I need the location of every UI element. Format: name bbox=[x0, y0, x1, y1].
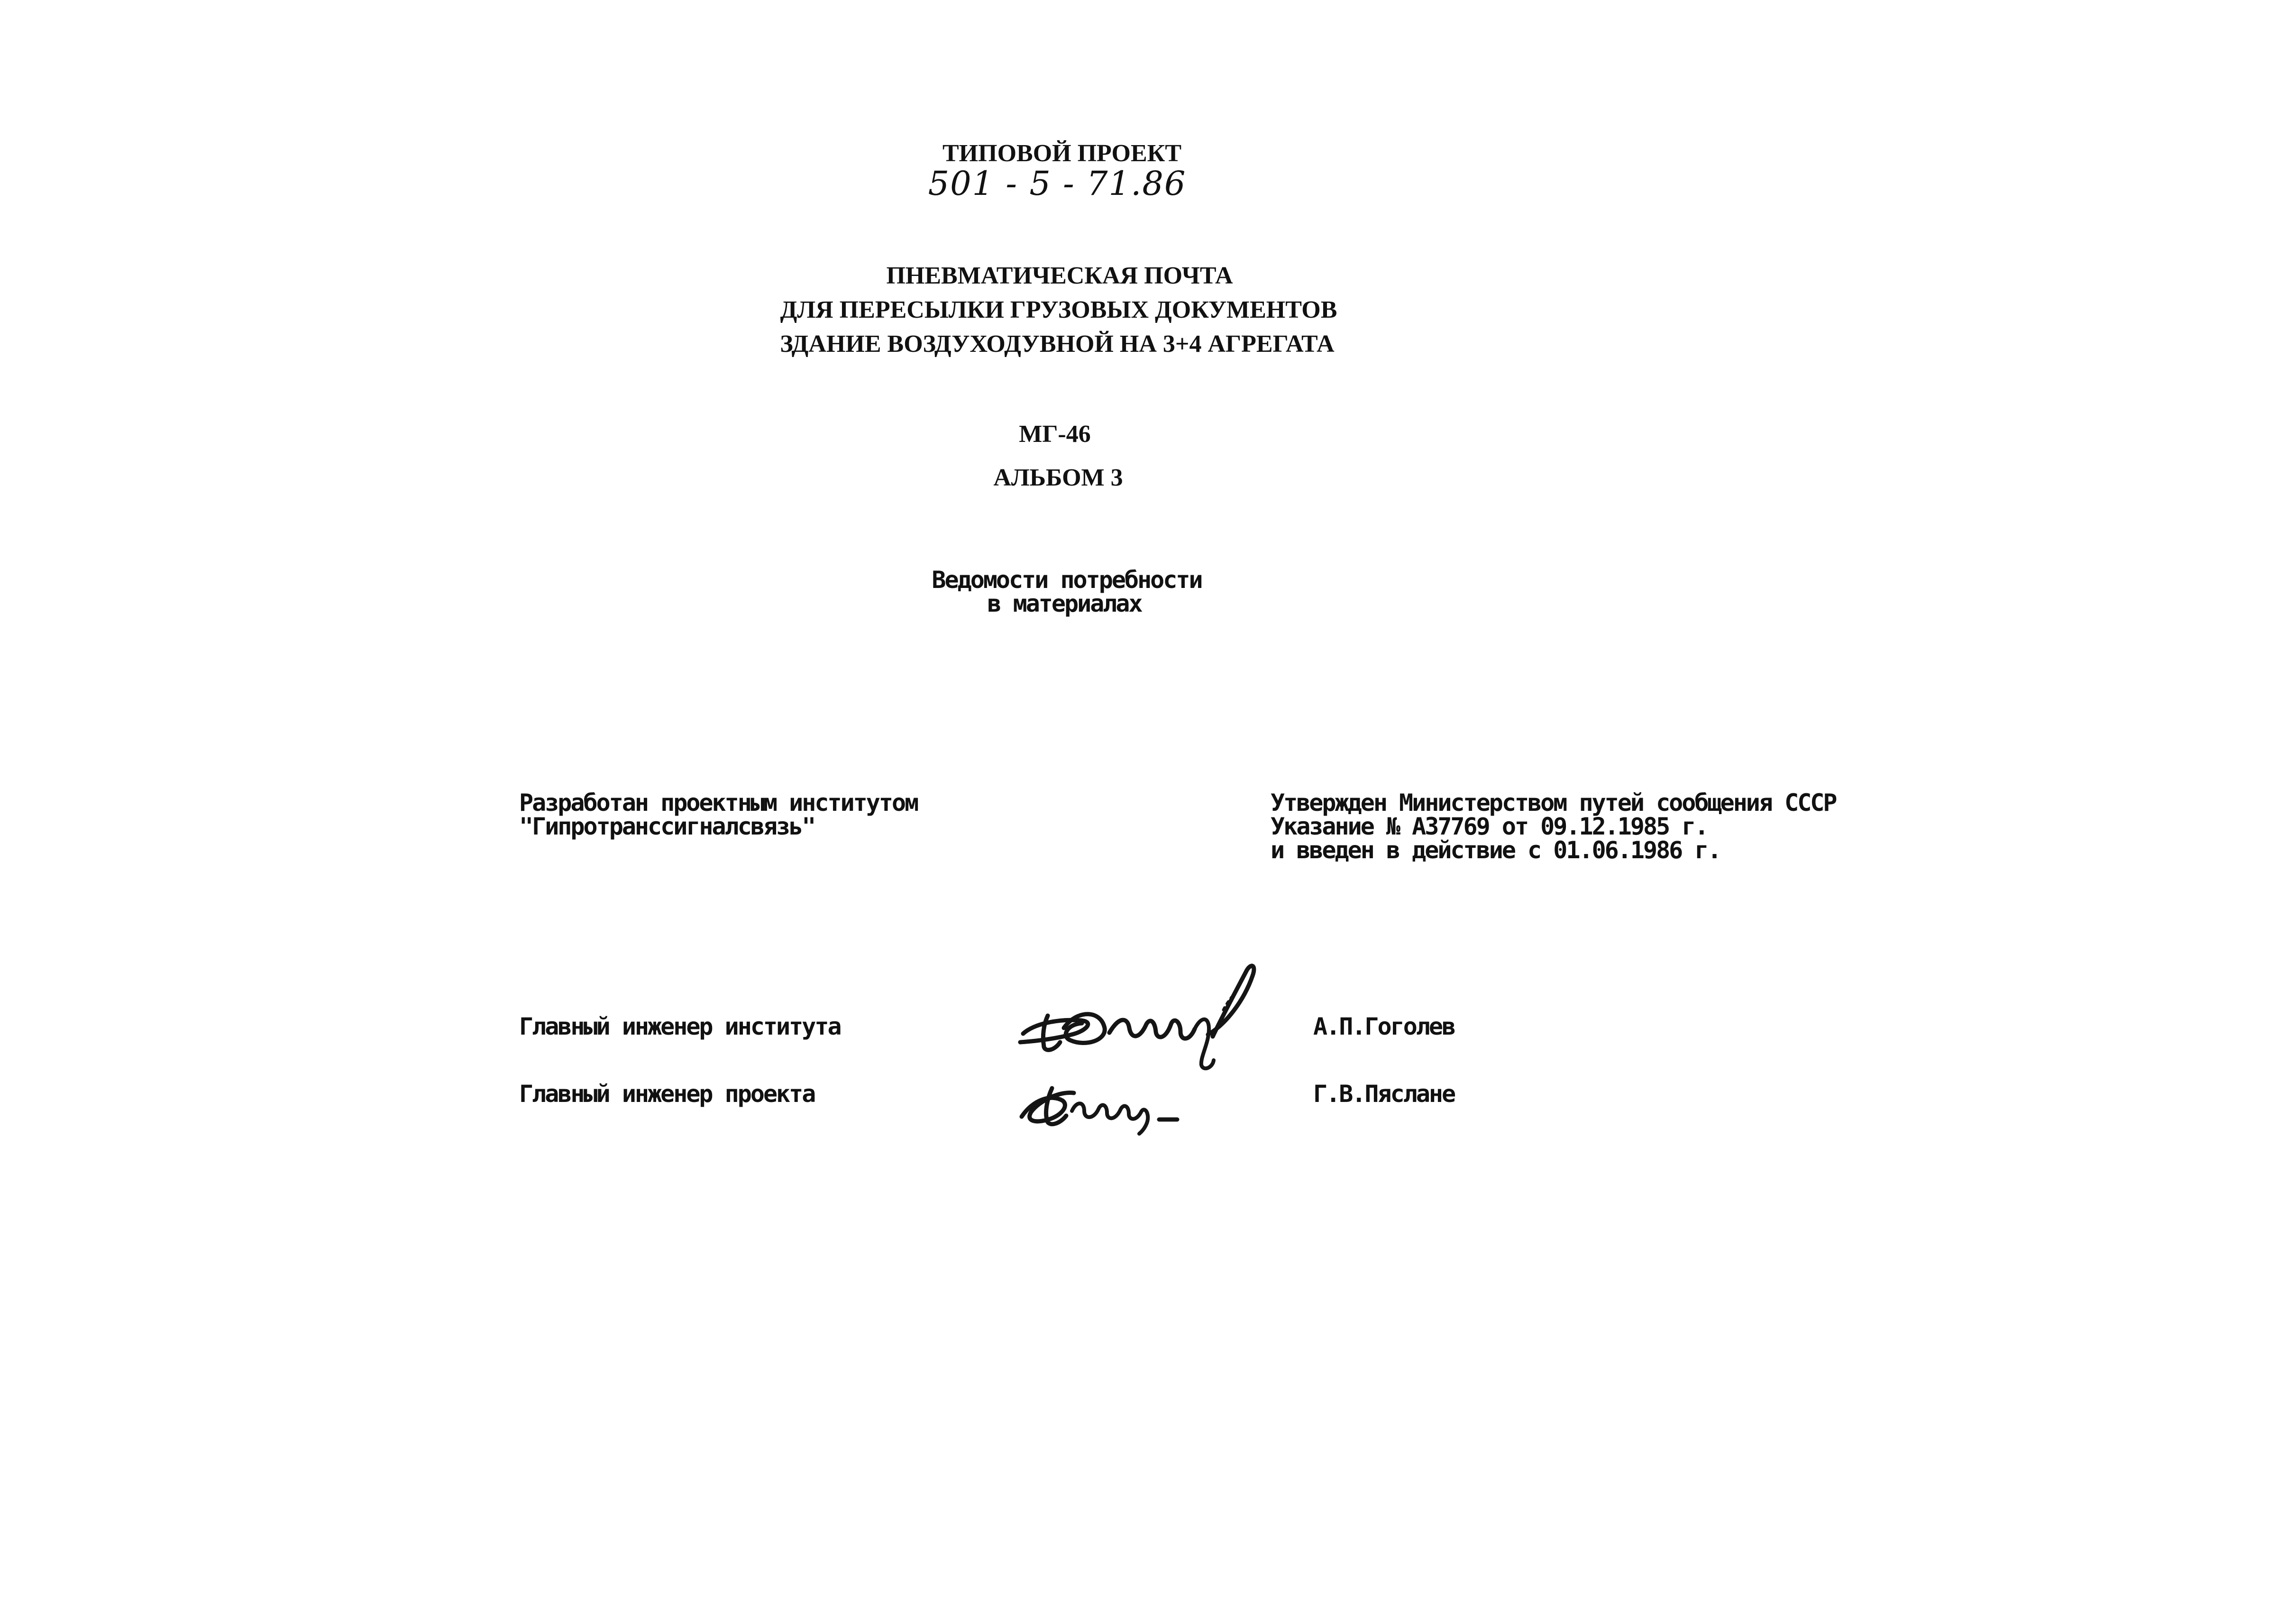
subtitle-line-2: в материалах bbox=[987, 590, 1142, 617]
title-line-3: ЗДАНИЕ ВОЗДУХОДУВНОЙ НА 3+4 АГРЕГАТА bbox=[780, 330, 1335, 358]
title-line-1: ПНЕВМАТИЧЕСКАЯ ПОЧТА bbox=[886, 262, 1233, 289]
signature-role-2: Главный инженер проекта bbox=[519, 1080, 815, 1108]
signature-role-1: Главный инженер института bbox=[519, 1013, 841, 1040]
approval-line-1: Утвержден Министерством путей сообщения СССР bbox=[1271, 789, 1836, 817]
title-line-2: ДЛЯ ПЕРЕСЫЛКИ ГРУЗОВЫХ ДОКУМЕНТОВ bbox=[780, 296, 1337, 323]
developer-line-2: "Гипротранссигналсвязь" bbox=[519, 813, 815, 840]
project-number: 501 - 5 - 71.86 bbox=[928, 164, 1187, 203]
approval-line-3: и введен в действие с 01.06.1986 г. bbox=[1271, 836, 1720, 864]
handwritten-signature-2 bbox=[1017, 1074, 1216, 1138]
developer-line-1: Разработан проектным институтом bbox=[519, 789, 918, 817]
subtitle-line-1: Ведомости потребности bbox=[932, 566, 1202, 594]
project-type-label: ТИПОВОЙ ПРОЕКТ bbox=[942, 140, 1182, 167]
designation-code: МГ-46 bbox=[1019, 421, 1091, 448]
signature-name-1: А.П.Гоголев bbox=[1313, 1013, 1455, 1040]
album-number: АЛЬБОМ 3 bbox=[993, 464, 1123, 491]
handwritten-signature-1 bbox=[1015, 953, 1261, 1067]
approval-line-2: Указание № А37769 от 09.12.1985 г. bbox=[1271, 813, 1708, 840]
signature-name-2: Г.В.Пяслане bbox=[1313, 1080, 1455, 1108]
